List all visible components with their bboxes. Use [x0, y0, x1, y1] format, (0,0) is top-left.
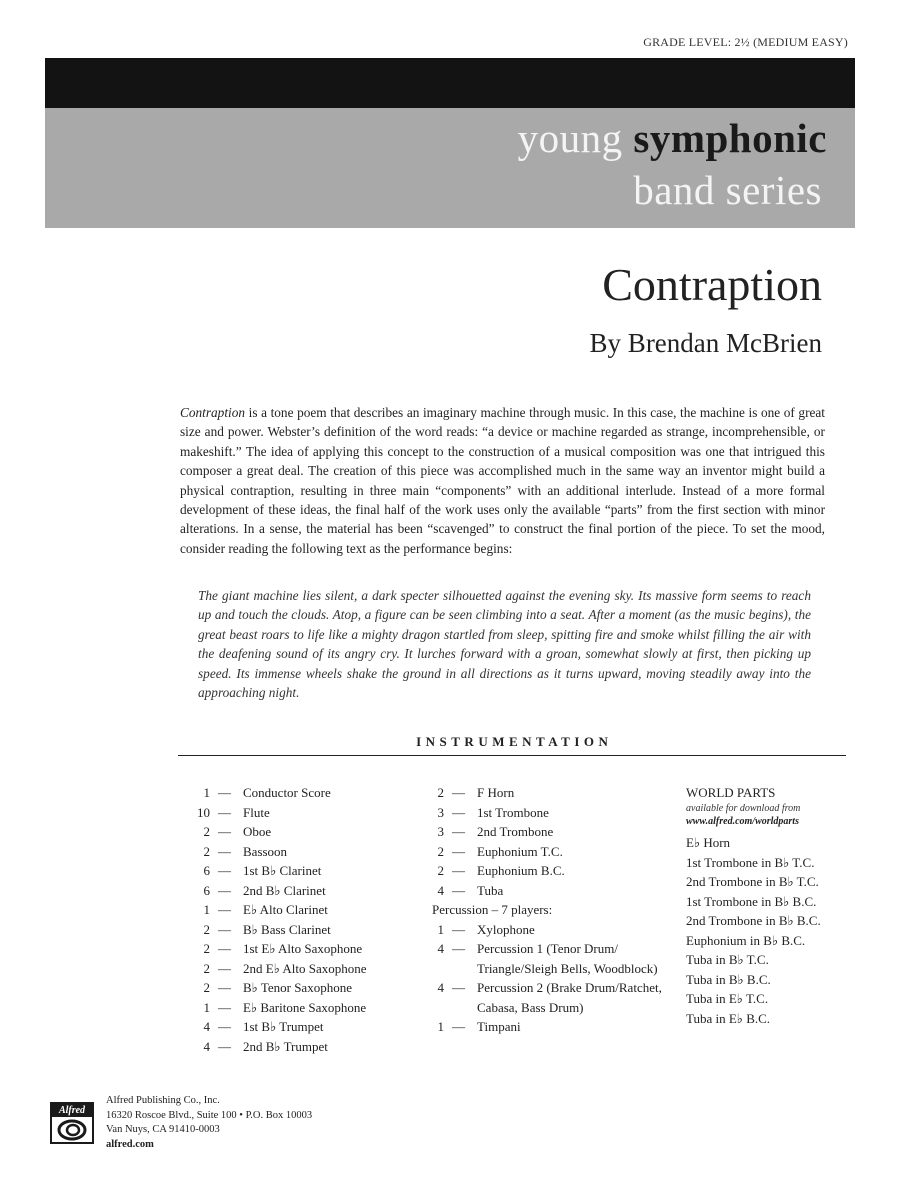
- instrument-quantity: 1: [203, 902, 210, 917]
- instrument-dash: —: [218, 1019, 231, 1034]
- world-parts-list: [686, 833, 856, 1028]
- instrument-row: [180, 1037, 420, 1057]
- composer-byline: By Brendan McBrien: [589, 328, 822, 358]
- instrument-quantity: 4: [203, 1019, 210, 1034]
- instrument-dash: —: [218, 863, 231, 878]
- instrument-name: 1st B♭ Trumpet: [243, 1019, 324, 1034]
- world-part-item: Tuba in B♭ B.C.: [686, 971, 771, 987]
- instrument-name: 1st E♭ Alto Saxophone: [243, 941, 363, 956]
- instrument-quantity: 6: [203, 882, 210, 898]
- instrument-row: [430, 978, 680, 998]
- instrument-dash: —: [218, 1038, 231, 1054]
- instrument-dash: —: [218, 843, 231, 859]
- instrument-name: F Horn: [477, 785, 515, 800]
- instrument-row: [180, 822, 420, 842]
- instrument-row: [180, 900, 420, 920]
- instrument-quantity: 4: [437, 882, 444, 898]
- instrument-name: Bassoon: [243, 843, 288, 859]
- world-part-item: 1st Trombone in B♭ B.C.: [686, 893, 817, 909]
- instrument-row: [430, 939, 680, 959]
- instrument-row: [430, 803, 680, 823]
- instrumentation-column-2: [430, 783, 680, 1037]
- alfred-logo-text: Alfred: [52, 1104, 92, 1117]
- instrument-name: Euphonium T.C.: [477, 843, 563, 859]
- instrument-row: [430, 920, 680, 940]
- instrument-row: [180, 920, 420, 940]
- header-banner-dark: [45, 58, 855, 108]
- instrument-quantity: 4: [437, 941, 444, 956]
- instrument-name: 2nd E♭ Alto Saxophone: [243, 960, 367, 976]
- instrument-name: E♭ Alto Clarinet: [243, 902, 328, 917]
- instrument-quantity: 3: [437, 804, 444, 820]
- world-part-item: 2nd Trombone in B♭ T.C.: [686, 874, 819, 889]
- instrument-name: 1st Trombone: [477, 804, 549, 820]
- alfred-logo: [50, 1102, 94, 1144]
- instrumentation-column-1: [180, 783, 420, 1056]
- world-part-item: Tuba in E♭ B.C.: [686, 1010, 771, 1026]
- instrument-dash: —: [452, 785, 465, 800]
- instrument-quantity: 4: [203, 1038, 210, 1054]
- narration-quote: The giant machine lies silent, a dark specter silhouetted against the evening sky. Its massive form seems to reach up and touch the clouds. Atop, a figure can be seen climbing into a seat. After a moment (as the music begins), the great beast roars to life like a mighty dragon startled from sleep, spitting fire and smoke whilst filling the air with the deafening sound of its angry cry. It lurches forward with a groan, somewhat slowly at first, then picking up speed. Its immense wheels shake the ground in all directions as it turns upward, moving steadily away into the approaching night.: [198, 588, 811, 701]
- instrument-quantity: 2: [203, 960, 210, 976]
- instrument-name-continued: Cabasa, Bass Drum): [477, 999, 584, 1015]
- instrument-name: 2nd B♭ Clarinet: [243, 882, 326, 898]
- instrument-name: Percussion 2 (Brake Drum/Ratchet,: [477, 980, 662, 995]
- world-part-item: Tuba in E♭ T.C.: [686, 991, 769, 1006]
- instrument-quantity: 2: [203, 843, 210, 859]
- instrument-dash: —: [452, 921, 465, 937]
- instrument-quantity: 2: [203, 824, 210, 839]
- instrument-row: [430, 881, 680, 901]
- instrument-row: [180, 783, 420, 803]
- instrument-quantity: 2: [203, 980, 210, 995]
- instrument-quantity: 1: [437, 1019, 444, 1034]
- instrument-quantity: 3: [437, 824, 444, 839]
- series-title-line2: band series: [633, 167, 822, 213]
- instrumentation-heading: INSTRUMENTATION: [178, 734, 846, 756]
- world-parts-title: WORLD PARTS: [686, 785, 776, 800]
- program-notes-body: is a tone poem that describes an imaginary machine through music. In this case, the machine is one of great size and power. Webster’s definition of the word reads: “a device or machine regarded as strange, incomprehensible, or makeshift.” The idea of applying this concept to the construction of a musical composition was one that intrigued this composer a great deal. The creation of this piece was accomplished much in the same way an inventor might build a physical contraption, resulting in three main “components” with an additional interlude. Instead of a more formal development of these ideas, the final half of the work uses only the available “parts” from the first section with minor alterations. In a sense, the material has been “scavenged” to construct the final portion of the piece. To set the mood, consider reading the following text as the performance begins:: [180, 405, 825, 556]
- instrument-name: 1st B♭ Clarinet: [243, 863, 322, 878]
- instrument-name: 2nd B♭ Trumpet: [243, 1038, 328, 1054]
- instrument-quantity: 6: [203, 863, 210, 878]
- publisher-website[interactable]: alfred.com: [106, 1138, 154, 1150]
- series-title-line1: [518, 114, 827, 162]
- instrument-row: [430, 861, 680, 881]
- percussion-heading: Percussion – 7 players:: [432, 902, 553, 917]
- instrument-dash: —: [452, 824, 465, 839]
- publisher-address-1: 16320 Roscoe Blvd., Suite 100 • P.O. Box 10003: [106, 1109, 313, 1121]
- instrument-row: [180, 881, 420, 901]
- series-word-symphonic: symphonic: [633, 115, 827, 161]
- instrument-name: E♭ Baritone Saxophone: [243, 999, 367, 1015]
- instrument-name: 2nd Trombone: [477, 824, 554, 839]
- percussion-heading-row: [430, 900, 680, 920]
- instrument-quantity: 1: [203, 999, 210, 1015]
- publisher-name: Alfred Publishing Co., Inc.: [106, 1095, 220, 1106]
- alfred-logo-mark-icon: [56, 1119, 88, 1141]
- instrument-name: Flute: [243, 804, 270, 820]
- instrument-row: [430, 783, 680, 803]
- instrument-row: [180, 842, 420, 862]
- instrument-name: Conductor Score: [243, 785, 331, 800]
- series-banner: [45, 108, 855, 228]
- instrument-name: B♭ Bass Clarinet: [243, 921, 331, 937]
- instrument-dash: —: [452, 863, 465, 878]
- instrument-dash: —: [452, 941, 465, 956]
- instrument-name: Timpani: [477, 1019, 521, 1034]
- instrument-row: [180, 998, 420, 1018]
- instrument-row: [430, 1017, 680, 1037]
- instrument-name-continued: Triangle/Sleigh Bells, Woodblock): [477, 960, 658, 976]
- instrument-name: B♭ Tenor Saxophone: [243, 980, 352, 995]
- instrument-row: [430, 822, 680, 842]
- piece-title: Contraption: [602, 259, 822, 310]
- world-part-item: Euphonium in B♭ B.C.: [686, 932, 806, 948]
- instrument-quantity: 2: [203, 921, 210, 937]
- instrument-row: [180, 803, 420, 823]
- instrument-quantity: 4: [437, 980, 444, 995]
- instrument-dash: —: [452, 1019, 465, 1034]
- instrument-name: Xylophone: [477, 921, 535, 937]
- world-part-item: 1st Trombone in B♭ T.C.: [686, 854, 815, 870]
- instrument-row: [430, 842, 680, 862]
- instrument-row: [180, 959, 420, 979]
- instrument-quantity: 10: [197, 804, 210, 820]
- grade-level: GRADE LEVEL: 2½ (MEDIUM EASY): [643, 35, 848, 49]
- instrument-dash: —: [218, 999, 231, 1015]
- instrument-quantity: 1: [203, 785, 210, 800]
- instrument-dash: —: [452, 804, 465, 820]
- instrument-name: Tuba: [477, 882, 504, 898]
- world-part-item: Tuba in B♭ T.C.: [686, 952, 769, 967]
- publisher-address-2: Van Nuys, CA 91410-0003: [106, 1124, 220, 1135]
- instrument-quantity: 2: [437, 843, 444, 859]
- instrument-quantity: 2: [203, 941, 210, 956]
- instrument-quantity: 2: [437, 785, 444, 800]
- instrument-dash: —: [218, 960, 231, 976]
- instrument-dash: —: [452, 843, 465, 859]
- program-notes-title: Contraption: [180, 405, 246, 420]
- publisher-text: [106, 1094, 312, 1152]
- instrument-row: [180, 1017, 420, 1037]
- program-notes: [180, 403, 825, 558]
- instrument-row: [180, 978, 420, 998]
- instrument-name: Percussion 1 (Tenor Drum/: [477, 941, 618, 956]
- instrument-quantity: 1: [437, 921, 444, 937]
- instrument-dash: —: [452, 882, 465, 898]
- instrument-name: Oboe: [243, 824, 272, 839]
- world-parts-url[interactable]: www.alfred.com/worldparts: [686, 816, 799, 827]
- world-parts-subtitle: available for download from: [686, 803, 801, 814]
- instrument-row: [180, 939, 420, 959]
- instrument-dash: —: [452, 980, 465, 995]
- instrument-row-continued: [430, 998, 680, 1018]
- instrument-name: Euphonium B.C.: [477, 863, 565, 878]
- world-part-item: 2nd Trombone in B♭ B.C.: [686, 913, 821, 928]
- instrument-quantity: 2: [437, 863, 444, 878]
- instrument-row-continued: [430, 959, 680, 979]
- instrument-dash: —: [218, 882, 231, 898]
- instrument-dash: —: [218, 902, 231, 917]
- instrument-row: [180, 861, 420, 881]
- world-parts-column: [686, 783, 856, 1028]
- instrument-dash: —: [218, 941, 231, 956]
- world-part-item: E♭ Horn: [686, 835, 731, 850]
- instrument-dash: —: [218, 824, 231, 839]
- instrument-dash: —: [218, 785, 231, 800]
- instrument-dash: —: [218, 980, 231, 995]
- series-word-young: young: [517, 115, 634, 161]
- instrument-dash: —: [218, 804, 231, 820]
- instrument-dash: —: [218, 921, 231, 937]
